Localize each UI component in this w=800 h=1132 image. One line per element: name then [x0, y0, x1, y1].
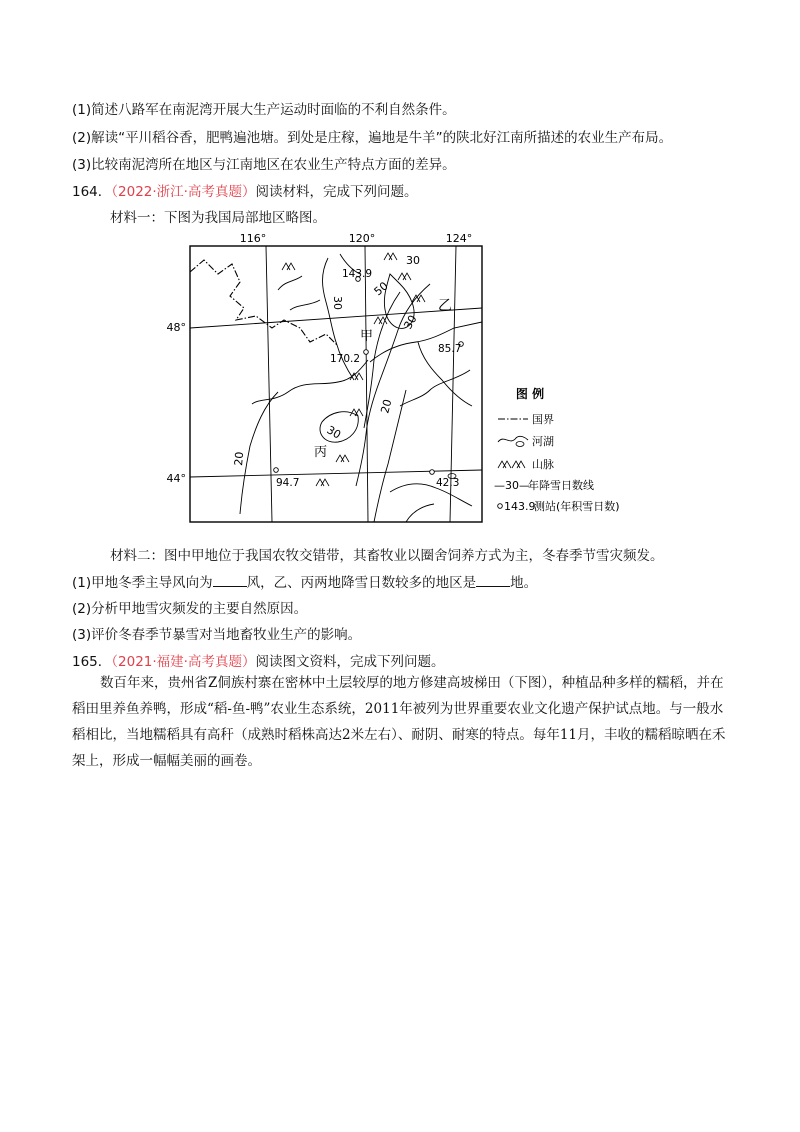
legend-station-swatch [498, 504, 503, 509]
question-164-2: (2)分析甲地雪灾频发的主要自然原因。 [72, 601, 308, 617]
material-2-text: 材料二：图中甲地位于我国农牧交错带，其畜牧业以圈舍饲养方式为主，冬春季节雪灾频发。 [110, 548, 664, 564]
question-164-header [72, 180, 417, 200]
question-source: （2021·福建·高考真题） [111, 654, 256, 670]
contour-label: 30 [401, 312, 420, 332]
lat-label: 44° [166, 472, 186, 485]
question-165-material: 数百年来，贵州省Z侗族村寨在密林中土层较厚的地方修建高坡梯田（下图），种植品种多样的糯稻，并在稻田里养鱼养鸭，形成“稻-鱼-鸭”农业生态系统，2011年被列为世界重要农业文化遗产保护试点地。与一般水稻相比，当地糯稻具有高秆（成熟时稻株高达2米左右）、耐阴、耐寒的特点。每年11月，丰收的糯稻晾晒在禾架上，形成一幅幅美丽的画卷。 [72, 675, 726, 769]
question-number: 164． [72, 184, 112, 200]
place-label-bing: 丙 [314, 445, 328, 460]
answer-blank[interactable] [213, 574, 247, 587]
question-item-3: (3)比较南泥湾所在地区与江南地区在农业生产特点方面的差异。 [72, 157, 456, 173]
question-164-1 [72, 571, 537, 591]
legend-river-swatch [498, 436, 528, 442]
station-value: 94.7 [276, 477, 300, 489]
question-164-1-part-b: 风，乙、丙两地降雪日数较多的地区是 [246, 575, 477, 591]
question-instruction: 阅读材料，完成下列问题。 [255, 184, 418, 200]
legend-mountain-label: 山脉 [532, 458, 554, 471]
contour-label: 30 [331, 296, 344, 310]
question-number: 165． [72, 654, 112, 670]
station-value: 42.3 [436, 477, 460, 489]
question-164-3: (3)评价冬春季节暴雪对当地畜牧业生产的影响。 [72, 627, 362, 643]
question-164-1-part-c: 地。 [510, 575, 538, 591]
question-item-2: (2)解读“平川稻谷香，肥鸭遍池塘。到处是庄稼，遍地是牛羊”的陕北好江南所描述的农业生产布局。 [72, 130, 673, 146]
station-value: 143.9 [342, 268, 373, 280]
question-item-1: (1)简述八路军在南泥湾开展大生产运动时面临的不利自然条件。 [72, 102, 456, 118]
map-legend [494, 386, 620, 513]
legend-river-label: 河湖 [532, 435, 554, 448]
legend-border-label: 国界 [532, 413, 554, 426]
regional-map [160, 230, 620, 530]
place-label-jia: 甲 [360, 329, 374, 344]
contour-label: 20 [378, 397, 395, 415]
material-1-caption: 材料一：下图为我国局部地区略图。 [110, 210, 326, 226]
lon-label: 124° [445, 232, 473, 245]
question-source: （2022·浙江·高考真题） [111, 184, 256, 200]
answer-blank[interactable] [476, 574, 510, 587]
lon-label: 116° [239, 232, 267, 245]
lon-label: 120° [348, 232, 376, 245]
station-value: 170.2 [330, 353, 361, 365]
contour-label: 50 [371, 279, 391, 299]
station-value: 85.7 [438, 343, 462, 355]
legend-lake-swatch [516, 442, 524, 447]
legend-station-sample: 143.9 [504, 500, 536, 513]
legend-mountain-swatch [498, 461, 525, 468]
legend-isoline-sample: —30— [494, 479, 530, 492]
lat-label: 48° [166, 321, 186, 334]
legend-title: 图 例 [515, 387, 545, 401]
question-164-1-part-a: (1)甲地冬季主导风向为 [72, 575, 213, 591]
contour-label: 30 [406, 254, 420, 267]
legend-station-label: 测站(年积雪日数) [534, 500, 620, 513]
legend-isoline-label: 年降雪日数线 [528, 479, 594, 492]
question-instruction: 阅读图文资料，完成下列问题。 [255, 654, 445, 670]
question-165-header [72, 650, 444, 670]
place-label-yi: 乙 [438, 298, 452, 314]
contour-label: 30 [324, 423, 344, 442]
contour-label: 20 [232, 451, 247, 467]
